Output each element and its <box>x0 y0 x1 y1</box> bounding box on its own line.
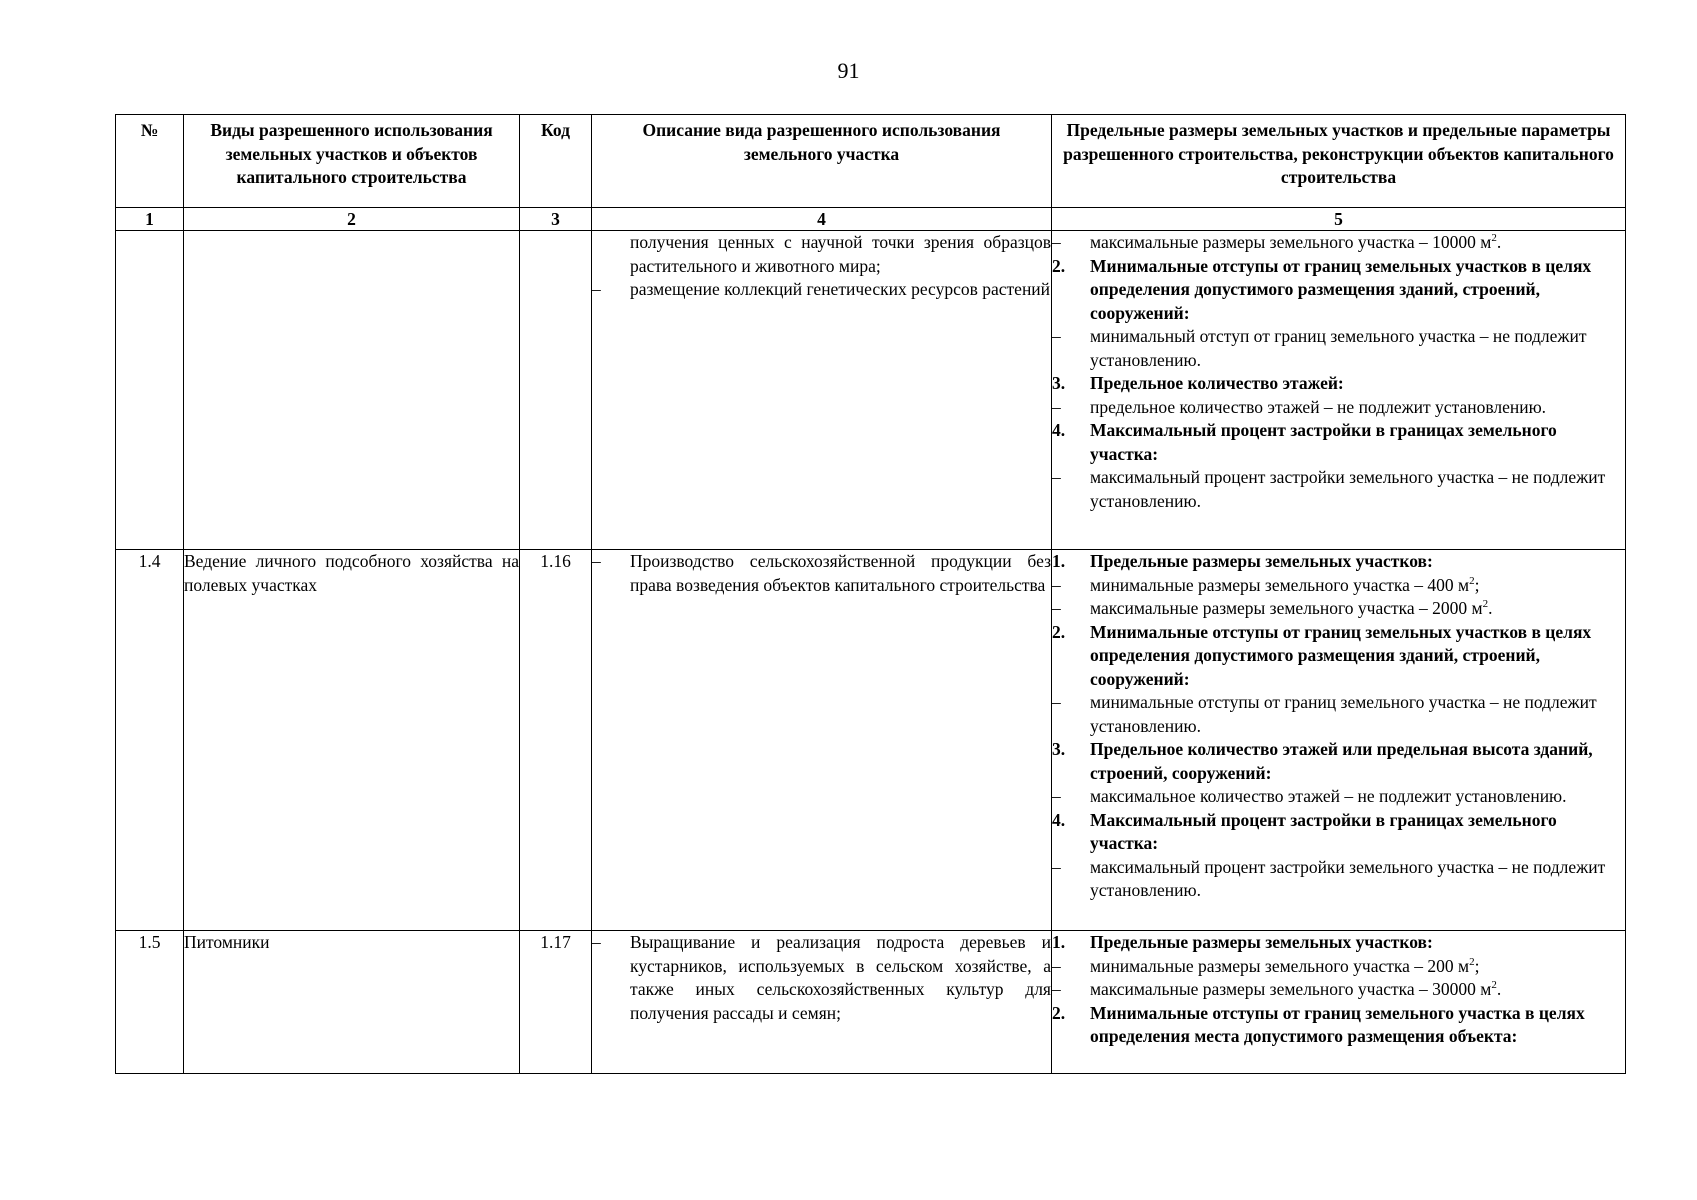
parameter-text <box>1090 809 1625 856</box>
parameter-text <box>1090 691 1625 738</box>
parameter-text-main: максимальные размеры земельного участка – 10000 м <box>1090 232 1492 252</box>
list-marker: – <box>1052 326 1061 346</box>
table-body <box>116 231 1626 1074</box>
dash-marker <box>592 231 630 278</box>
parameter-text <box>1090 419 1625 466</box>
parameter-text-main: Предельные размеры земельных участков: <box>1090 932 1433 952</box>
parameter-text-main: максимальный процент застройки земельного участка – не подлежит установлению. <box>1090 856 1606 900</box>
parameter-text-main: минимальные размеры земельного участка – 400 м <box>1090 574 1470 595</box>
parameter-punctuation: . <box>1488 598 1493 618</box>
list-marker: – <box>1052 396 1061 417</box>
parameter-punctuation: . <box>1496 232 1502 252</box>
header-use-type: Виды разрешенного использования земельных участков и объектов капитального строительства <box>184 115 520 208</box>
dash-marker: – <box>592 279 601 299</box>
list-marker: 4. <box>1052 420 1066 440</box>
list-marker: – <box>1052 692 1061 712</box>
parameter-heading <box>1052 1002 1625 1049</box>
parameter-item <box>1052 856 1625 903</box>
parameter-text-main: Минимальные отступы от границ земельных участков в целях определения допустимого размещения зданий, строений, сооружений: <box>1090 621 1592 689</box>
use-type-cell <box>184 931 520 1074</box>
list-marker: – <box>1052 856 1061 877</box>
parameter-text-main: максимальные размеры земельного участка – 30000 м <box>1090 979 1492 999</box>
unit-superscript: 2 <box>1469 955 1475 968</box>
parameter-item <box>1052 691 1625 738</box>
parameter-text-main: Минимальные отступы от границ земельных участков в целях определения допустимого размещения зданий, строений, сооружений: <box>1090 255 1592 323</box>
parameter-text <box>1090 550 1625 574</box>
description-item <box>592 278 1051 302</box>
use-type-name: Питомники <box>184 932 270 952</box>
parameter-item <box>1052 978 1625 1002</box>
list-marker: 3. <box>1052 373 1066 393</box>
parameter-heading <box>1052 738 1625 785</box>
parameter-text <box>1090 255 1625 326</box>
header-number: № <box>116 115 184 208</box>
description-text: размещение коллекций генетических ресурсов растений <box>630 279 1051 299</box>
parameter-text <box>1090 372 1625 396</box>
parameter-text <box>1090 1002 1625 1049</box>
use-code <box>520 231 592 550</box>
parameter-heading <box>1052 621 1625 692</box>
parameter-item <box>1052 325 1625 372</box>
parameter-text-main: максимальное количество этажей – не подлежит установлению. <box>1090 786 1567 806</box>
use-code: 1.16 <box>520 550 592 931</box>
list-marker: – <box>1052 574 1061 595</box>
column-number-row <box>116 208 1626 231</box>
parameter-heading <box>1052 419 1625 466</box>
description-item <box>592 550 1051 597</box>
parameter-item <box>1052 574 1625 598</box>
use-type-cell <box>184 550 520 931</box>
parameter-text-main: Предельное количество этажей: <box>1090 373 1344 393</box>
list-marker: – <box>1052 786 1061 806</box>
unit-superscript: 2 <box>1491 979 1497 992</box>
parameter-text <box>1090 738 1625 785</box>
unit-superscript: 2 <box>1482 598 1489 611</box>
list-marker: 1. <box>1052 932 1066 952</box>
header-code: Код <box>520 115 592 208</box>
list-marker: 3. <box>1052 739 1066 759</box>
parameter-text <box>1090 231 1625 255</box>
parameter-text-main: максимальный процент застройки земельного участка – не подлежит установлению. <box>1090 467 1606 511</box>
list-marker: – <box>1052 598 1061 618</box>
column-number: 1 <box>116 208 184 231</box>
parameter-text <box>1090 396 1625 420</box>
use-code: 1.17 <box>520 931 592 1074</box>
parameter-text-main: предельное количество этажей – не подлежит установлению. <box>1090 396 1547 417</box>
column-number: 4 <box>592 208 1052 231</box>
parameter-text-main: Минимальные отступы от границ земельного участка в целях определения места допустимого размещения объекта: <box>1090 1002 1585 1046</box>
parameter-text <box>1090 978 1625 1002</box>
description-text: получения ценных с научной точки зрения образцов растительного и животного мира; <box>630 232 1051 276</box>
parameter-text-main: Максимальный процент застройки в границах земельного участка: <box>1090 809 1557 853</box>
parameter-text-main: минимальные отступы от границ земельного участка – не подлежит установлению. <box>1090 692 1597 736</box>
parameter-heading <box>1052 550 1625 574</box>
parameter-item <box>1052 396 1625 420</box>
parameter-heading <box>1052 931 1625 955</box>
list-marker: 2. <box>1052 621 1066 642</box>
description-cell <box>592 931 1052 1074</box>
description-cell <box>592 231 1052 550</box>
table-row <box>116 931 1626 1074</box>
dash-marker: – <box>592 932 601 952</box>
row-number: 1.5 <box>116 931 184 1074</box>
parameters-cell <box>1052 550 1626 931</box>
parameter-text <box>1090 574 1625 598</box>
parameters-cell <box>1052 931 1626 1074</box>
parameter-text <box>1090 931 1625 955</box>
page-number: 91 <box>837 58 860 83</box>
description-text: Выращивание и реализация подроста деревьев и кустарников, используемых в сельском хозяйстве, а также иных сельскохозяйственных культур для получения рассады и семян; <box>630 932 1051 1023</box>
parameter-text-main: минимальный отступ от границ земельного участка – не подлежит установлению. <box>1090 326 1587 370</box>
use-type-cell <box>184 231 520 550</box>
parameter-item <box>1052 466 1625 513</box>
parameter-text-main: Максимальный процент застройки в границах земельного участка: <box>1090 420 1557 464</box>
description-cell <box>592 550 1052 931</box>
parameter-text <box>1090 955 1625 979</box>
description-item <box>592 931 1051 1025</box>
column-number: 2 <box>184 208 520 231</box>
land-use-table <box>115 114 1626 1074</box>
header-row <box>116 115 1626 208</box>
parameter-item <box>1052 785 1625 809</box>
use-type-name: Ведение личного подсобного хозяйства на полевых участках <box>184 551 519 595</box>
parameter-punctuation: . <box>1496 979 1502 999</box>
parameter-punctuation: ; <box>1474 574 1480 595</box>
parameter-text-main: Предельные размеры земельных участков: <box>1090 551 1433 571</box>
parameter-text <box>1090 856 1625 903</box>
list-marker: 4. <box>1052 809 1066 830</box>
list-marker: – <box>1052 955 1061 976</box>
column-number: 3 <box>520 208 592 231</box>
parameter-text <box>1090 466 1625 513</box>
parameter-heading <box>1052 809 1625 856</box>
row-number: 1.4 <box>116 550 184 931</box>
parameter-text <box>1090 597 1625 621</box>
parameter-item <box>1052 955 1625 979</box>
parameter-heading <box>1052 372 1625 396</box>
table-row <box>116 550 1626 931</box>
parameter-text <box>1090 325 1625 372</box>
description-item <box>592 231 1051 278</box>
list-marker: 1. <box>1052 551 1066 571</box>
list-marker: – <box>1052 232 1061 252</box>
unit-superscript: 2 <box>1469 574 1475 587</box>
dash-marker: – <box>592 551 601 571</box>
description-text: Производство сельскохозяйственной продукции без права возведения объектов капитального строительства <box>630 551 1051 595</box>
list-marker: 2. <box>1052 1002 1066 1023</box>
list-marker: – <box>1052 979 1061 999</box>
header-parameters: Предельные размеры земельных участков и предельные параметры разрешенного строительства, реконструкции объектов капитального строительства <box>1052 115 1626 208</box>
parameter-heading <box>1052 255 1625 326</box>
list-marker: – <box>1052 467 1061 487</box>
parameter-text <box>1090 785 1625 809</box>
table-row <box>116 231 1626 550</box>
parameter-item <box>1052 597 1625 621</box>
header-description: Описание вида разрешенного использования земельного участка <box>592 115 1052 208</box>
parameter-item <box>1052 231 1625 255</box>
list-marker: 2. <box>1052 255 1066 276</box>
parameter-text-main: максимальные размеры земельного участка – 2000 м <box>1090 598 1483 618</box>
parameter-text-main: Предельное количество этажей или предельная высота зданий, строений, сооружений: <box>1090 739 1593 783</box>
parameter-text-main: минимальные размеры земельного участка – 200 м <box>1090 955 1470 976</box>
parameter-punctuation: ; <box>1474 955 1480 976</box>
unit-superscript: 2 <box>1491 232 1497 245</box>
parameter-text <box>1090 621 1625 692</box>
parameters-cell <box>1052 231 1626 550</box>
row-number <box>116 231 184 550</box>
column-number: 5 <box>1052 208 1626 231</box>
